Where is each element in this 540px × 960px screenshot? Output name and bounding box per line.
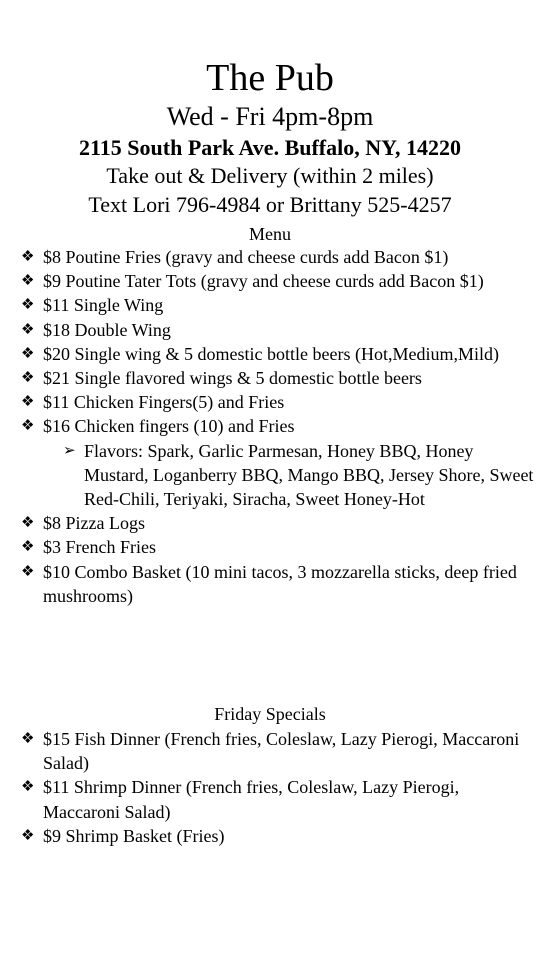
- menu-item-text: $3 French Fries: [43, 537, 156, 558]
- bullet-icon: ❖: [21, 321, 35, 338]
- bullet-icon: ❖: [21, 273, 35, 290]
- menu-item-text: $8 Poutine Fries (gravy and cheese curds add Bacon $1): [43, 247, 449, 267]
- special-item-text: $15 Fish Dinner (French fries, Coleslaw, Lazy Pierogi, Maccaroni Salad): [43, 729, 520, 774]
- menu-item: [0, 342, 540, 366]
- menu-item-text: $21 Single flavored wings & 5 domestic bottle beers: [43, 368, 422, 389]
- menu-item: [0, 366, 540, 390]
- menu-item-text: $9 Poutine Tater Tots (gravy and cheese curds add Bacon $1): [43, 271, 484, 292]
- page-title: The Pub: [206, 57, 334, 99]
- menu-item: [0, 535, 540, 559]
- bullet-icon: ❖: [21, 345, 35, 362]
- bullet-icon: ❖: [21, 779, 35, 796]
- bullet-icon: ❖: [21, 515, 35, 532]
- menu-item-text: $8 Pizza Logs: [43, 513, 145, 534]
- special-item-text: $11 Shrimp Dinner (French fries, Coleslaw, Lazy Pierogi, Maccaroni Salad): [43, 777, 460, 822]
- special-item: [0, 775, 540, 823]
- special-item: [0, 727, 540, 775]
- flavors-text: Flavors: Spark, Garlic Parmesan, Honey BBQ, Honey Mustard, Loganberry BBQ, Mango BBQ, Jersey Shore, Sweet Red-Chili, Teriyaki, Siracha, Sweet Honey-Hot: [84, 440, 534, 510]
- flavors-item: [0, 439, 540, 512]
- bullet-icon: ❖: [21, 394, 35, 411]
- menu-item: [0, 245, 540, 269]
- arrow-icon: ➢: [63, 442, 76, 459]
- menu-item-text: $18 Double Wing: [43, 319, 171, 340]
- bullet-icon: ❖: [21, 370, 35, 387]
- menu-item-text: $20 Single wing & 5 domestic bottle beers (Hot,Medium,Mild): [43, 343, 499, 364]
- special-item-text: $9 Shrimp Basket (Fries): [43, 825, 225, 846]
- menu-item: [0, 293, 540, 317]
- friday-specials-heading: Friday Specials: [214, 704, 326, 724]
- menu-item-text: $11 Single Wing: [43, 295, 164, 316]
- special-item: [0, 824, 540, 848]
- menu-item: [0, 318, 540, 342]
- contact-text: Text Lori 796-4984 or Brittany 525-4257: [88, 192, 452, 217]
- menu-item: [0, 269, 540, 293]
- hours-text: Wed - Fri 4pm-8pm: [166, 102, 374, 131]
- menu-list: [0, 245, 540, 608]
- menu-item-text: $10 Combo Basket (10 mini tacos, 3 mozzarella sticks, deep fried mushrooms): [43, 561, 517, 606]
- takeout-text: Take out & Delivery (within 2 miles): [106, 163, 434, 188]
- bullet-icon: ❖: [21, 563, 35, 580]
- menu-heading: Menu: [249, 224, 291, 244]
- bullet-icon: ❖: [21, 731, 35, 747]
- menu-item-text: $11 Chicken Fingers(5) and Fries: [43, 392, 285, 413]
- bullet-icon: ❖: [21, 297, 35, 314]
- bullet-icon: ❖: [21, 539, 35, 556]
- menu-item: [0, 390, 540, 414]
- bullet-icon: ❖: [21, 418, 35, 435]
- menu-item: [0, 414, 540, 438]
- menu-item: [0, 560, 540, 608]
- menu-item: [0, 511, 540, 535]
- bullet-icon: ❖: [21, 249, 35, 265]
- address-text: 2115 South Park Ave. Buffalo, NY, 14220: [79, 135, 461, 160]
- bullet-icon: ❖: [21, 827, 35, 844]
- menu-item-text: $16 Chicken fingers (10) and Fries: [43, 416, 295, 437]
- friday-specials-list: [0, 727, 540, 848]
